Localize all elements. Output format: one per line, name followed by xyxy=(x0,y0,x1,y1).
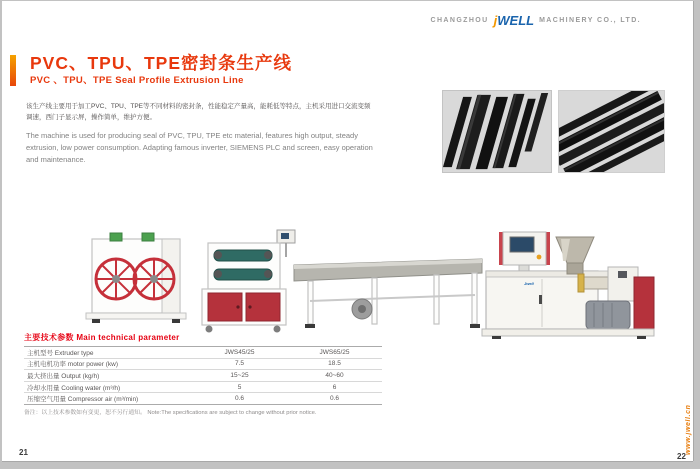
description-zh: 该生产线主要用于加工PVC、TPU、TPE等不同材料的密封条，性能稳定产量高，能耗低等特点，主机采用进口交流变频调速，西门子显示屏，操作简单，维护方便。 xyxy=(26,103,371,122)
haul-off-unit xyxy=(202,230,295,333)
param-value-model-2: JWS65/25 xyxy=(319,348,350,356)
param-label: 最大挤出量 Output (kg/h) xyxy=(27,372,100,380)
logo-letter-j: j xyxy=(493,13,498,28)
winder-unit xyxy=(86,233,186,323)
parameters-table xyxy=(24,346,382,405)
table-row xyxy=(24,370,382,382)
page-title-zh: PVC、TPU、TPE密封条生产线 xyxy=(30,53,293,73)
website-url: www.jwell.cn xyxy=(685,404,692,455)
title-accent-bar xyxy=(10,55,16,86)
param-label: 冷却水用量 Cooling water (m³/h) xyxy=(27,384,121,392)
table-row xyxy=(24,382,382,394)
seal-profile-photo-2 xyxy=(558,90,665,173)
param-label: 压缩空气用量 Compressor air (m³/min) xyxy=(27,396,139,404)
param-label: 主机型号 Extruder type xyxy=(27,349,94,357)
param-value-model-2: 40~60 xyxy=(325,371,344,379)
param-value-model-1: JWS45/25 xyxy=(224,348,255,356)
table-note: 备注：以上技术参数如有变更，恕不另行通知。 Note:The specifications are subject to change without prior notice. xyxy=(24,410,317,416)
extrusion-line-illustration xyxy=(62,229,662,341)
table-heading xyxy=(24,332,180,343)
param-value-model-2: 6 xyxy=(332,383,337,391)
jwell-logo xyxy=(494,14,534,27)
table-heading-en: Main technical parameter xyxy=(76,333,180,342)
param-value-model-1: 15~25 xyxy=(230,371,249,379)
seal-profile-photo-1 xyxy=(442,90,552,173)
svg-text:Jwell: Jwell xyxy=(524,281,534,286)
catalog-page xyxy=(2,1,693,461)
extruder-unit xyxy=(482,232,654,339)
cooling-tank xyxy=(294,259,482,328)
seal-profiles-image xyxy=(443,91,551,172)
param-value-model-2: 0.6 xyxy=(329,395,340,403)
page-number-left: 21 xyxy=(19,448,28,457)
page-number-right: 22 xyxy=(677,452,686,461)
page-title-en: PVC 、TPU、TPE Seal Profile Extrusion Line xyxy=(30,75,244,86)
table-row xyxy=(24,359,382,371)
table-heading-zh: 主要技术参数 xyxy=(24,333,74,342)
param-value-model-1: 0.6 xyxy=(234,395,245,403)
param-value-model-1: 5 xyxy=(237,383,242,391)
param-value-model-2: 18.5 xyxy=(328,360,341,368)
logo-letters-well: WELL xyxy=(497,13,535,28)
company-name-prefix: CHANGZHOU xyxy=(430,17,489,24)
param-value-model-1: 7.5 xyxy=(234,360,245,368)
seal-profiles-image xyxy=(559,91,664,172)
table-row xyxy=(24,393,382,405)
description-en: The machine is used for producing seal of PVC, TPU, TPE etc material, features high output, steady extrusion, low power consumption. Adapting famous inverter, SIEMENS PLC and screen, easy operation and maintenance. xyxy=(26,131,373,164)
table-row xyxy=(24,347,382,359)
company-name-suffix: MACHINERY CO., LTD. xyxy=(539,17,641,24)
company-header xyxy=(431,14,641,27)
param-label: 主机电机功率 motor power (kw) xyxy=(27,361,119,369)
